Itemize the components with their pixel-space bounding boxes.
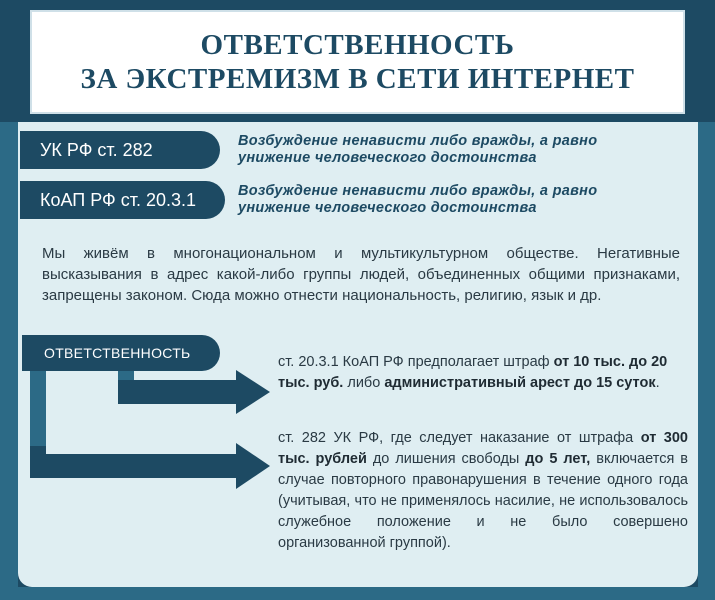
law-desc-line: Возбуждение ненависти либо вражды, а равно	[238, 133, 598, 149]
law-desc-line: унижение человеческого достоинства	[238, 150, 537, 166]
law-desc-line: Возбуждение ненависти либо вражды, а равно	[238, 183, 598, 199]
title-line-1: ОТВЕТСТВЕННОСТЬ	[200, 29, 515, 61]
law-desc-line: унижение человеческого достоинства	[238, 200, 537, 216]
upper-arrow-icon	[118, 370, 270, 414]
law-tag-koap-20-3-1: КоАП РФ ст. 20.3.1	[20, 181, 225, 219]
upper-connector-bar	[118, 370, 134, 380]
title-line-2: ЗА ЭКСТРЕМИЗМ В СЕТИ ИНТЕРНЕТ	[80, 63, 635, 95]
criminal-responsibility-text: ст. 282 УК РФ, где следует наказание от штрафа от 300 тыс. рублей до лишения свободы до 5 лет, включается в случае повторного правонарушения в течение одного года (учитывая, что не применялось насилие, не использовалось служебное положение и не было совершено организованной группой).	[278, 430, 688, 551]
responsibility-label: ОТВЕТСТВЕННОСТЬ	[22, 335, 220, 371]
lower-arrow-icon	[30, 443, 270, 489]
intro-paragraph: Мы живём в многонациональном и мультикультурном обществе. Негативные высказывания в адрес какой-либо группы людей, объединенных общими признаками, запрещены законом. Сюда можно отнести национальность, религию, язык и др.	[42, 245, 680, 304]
vertical-connector-bar	[30, 370, 46, 454]
law-tag-uk-282: УК РФ ст. 282	[20, 131, 220, 169]
admin-responsibility-text: ст. 20.3.1 КоАП РФ предполагает штраф от 10 тыс. до 20 тыс. руб. либо административный арест до 15 суток.	[278, 354, 668, 391]
